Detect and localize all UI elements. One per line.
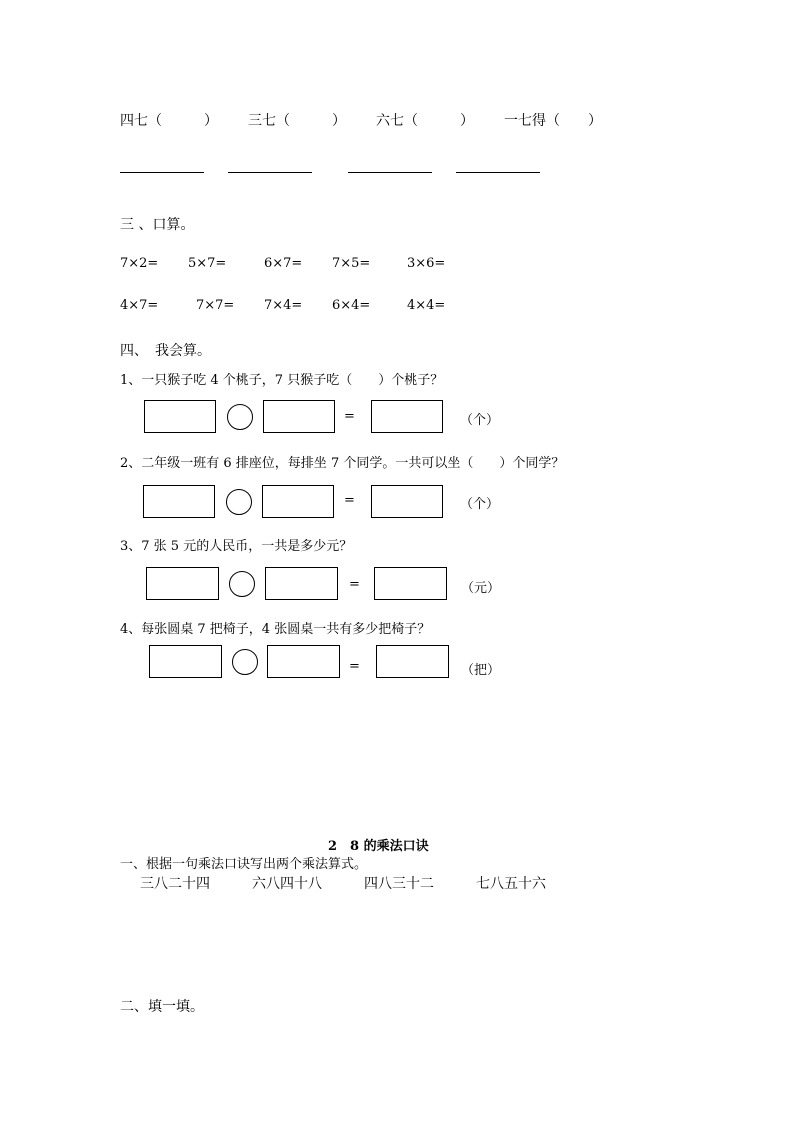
problem-1-result-box[interactable] (371, 400, 443, 433)
problem-2-result-box[interactable] (371, 485, 443, 518)
problem-2-operand-box-2[interactable] (262, 485, 334, 518)
mnemonic-fill-1: 四七（ ） (120, 113, 218, 129)
mental-math-item: 5×7= (188, 256, 227, 271)
answer-line-3[interactable] (348, 172, 432, 173)
problem-3-question: 3、7 张 5 元的人民币，一共是多少元？ (120, 539, 353, 554)
lesson-mnemonic: 七八五十六 (476, 876, 546, 892)
mnemonic-fill-2: 三七（ ） (248, 113, 346, 129)
problem-1-operand-box-1[interactable] (144, 400, 216, 433)
lesson-part1-heading: 一、根据一句乘法口诀写出两个乘法算式。 (120, 857, 368, 872)
mental-math-item: 7×4= (264, 298, 303, 313)
problem-3-operand-box-2[interactable] (265, 567, 338, 600)
answer-line-2[interactable] (228, 172, 312, 173)
mental-math-item: 4×7= (120, 298, 159, 313)
mental-math-item: 7×2= (120, 256, 159, 271)
section3-heading: 三 、口算。 (120, 217, 195, 233)
problem-4-operator-circle[interactable] (232, 649, 258, 675)
problem-3-operator-circle[interactable] (229, 571, 255, 597)
mental-math-item: 6×4= (332, 298, 371, 313)
mental-math-item: 3×6= (407, 256, 446, 271)
problem-3-unit: （元） (461, 581, 501, 596)
problem-4-equals: = (349, 659, 360, 674)
mnemonic-fill-3: 六七（ ） (376, 113, 474, 129)
mental-math-item: 7×5= (332, 256, 371, 271)
lesson-mnemonic: 四八三十二 (364, 876, 434, 892)
answer-line-4[interactable] (456, 172, 540, 173)
problem-1-unit: （个） (460, 413, 500, 428)
mnemonic-fill-4: 一七得（ ） (504, 113, 602, 129)
problem-1-operator-circle[interactable] (227, 404, 253, 430)
problem-2-equals: = (344, 493, 355, 508)
lesson-mnemonic: 三八二十四 (140, 876, 210, 892)
lesson-mnemonic: 六八四十八 (252, 876, 322, 892)
mental-math-item: 4×4= (407, 298, 446, 313)
problem-2-unit: （个） (460, 497, 500, 512)
problem-3-result-box[interactable] (374, 567, 447, 600)
problem-1-question: 1、一只猴子吃 4 个桃子，7 只猴子吃（ ）个桃子？ (120, 373, 444, 388)
problem-4-operand-box-1[interactable] (149, 645, 222, 678)
mental-math-item: 6×7= (264, 256, 303, 271)
problem-4-question: 4、每张圆桌 7 把椅子，4 张圆桌一共有多少把椅子？ (120, 622, 431, 637)
problem-3-operand-box-1[interactable] (146, 567, 219, 600)
mental-math-item: 7×7= (196, 298, 235, 313)
problem-2-operator-circle[interactable] (226, 489, 252, 515)
problem-1-operand-box-2[interactable] (263, 400, 335, 433)
lesson-title: 2 8 的乘法口诀 (328, 839, 429, 854)
problem-4-result-box[interactable] (376, 645, 449, 678)
lesson-part2-heading: 二、填一填。 (120, 999, 204, 1015)
problem-4-unit: （把） (461, 663, 501, 678)
problem-2-operand-box-1[interactable] (143, 485, 215, 518)
problem-2-question: 2、二年级一班有 6 排座位，每排坐 7 个同学。一共可以坐（ ）个同学？ (120, 456, 565, 471)
problem-1-equals: = (344, 409, 355, 424)
problem-4-operand-box-2[interactable] (267, 645, 340, 678)
section4-heading: 四、 我会算。 (120, 343, 211, 359)
answer-line-1[interactable] (120, 172, 204, 173)
problem-3-equals: = (349, 577, 360, 592)
